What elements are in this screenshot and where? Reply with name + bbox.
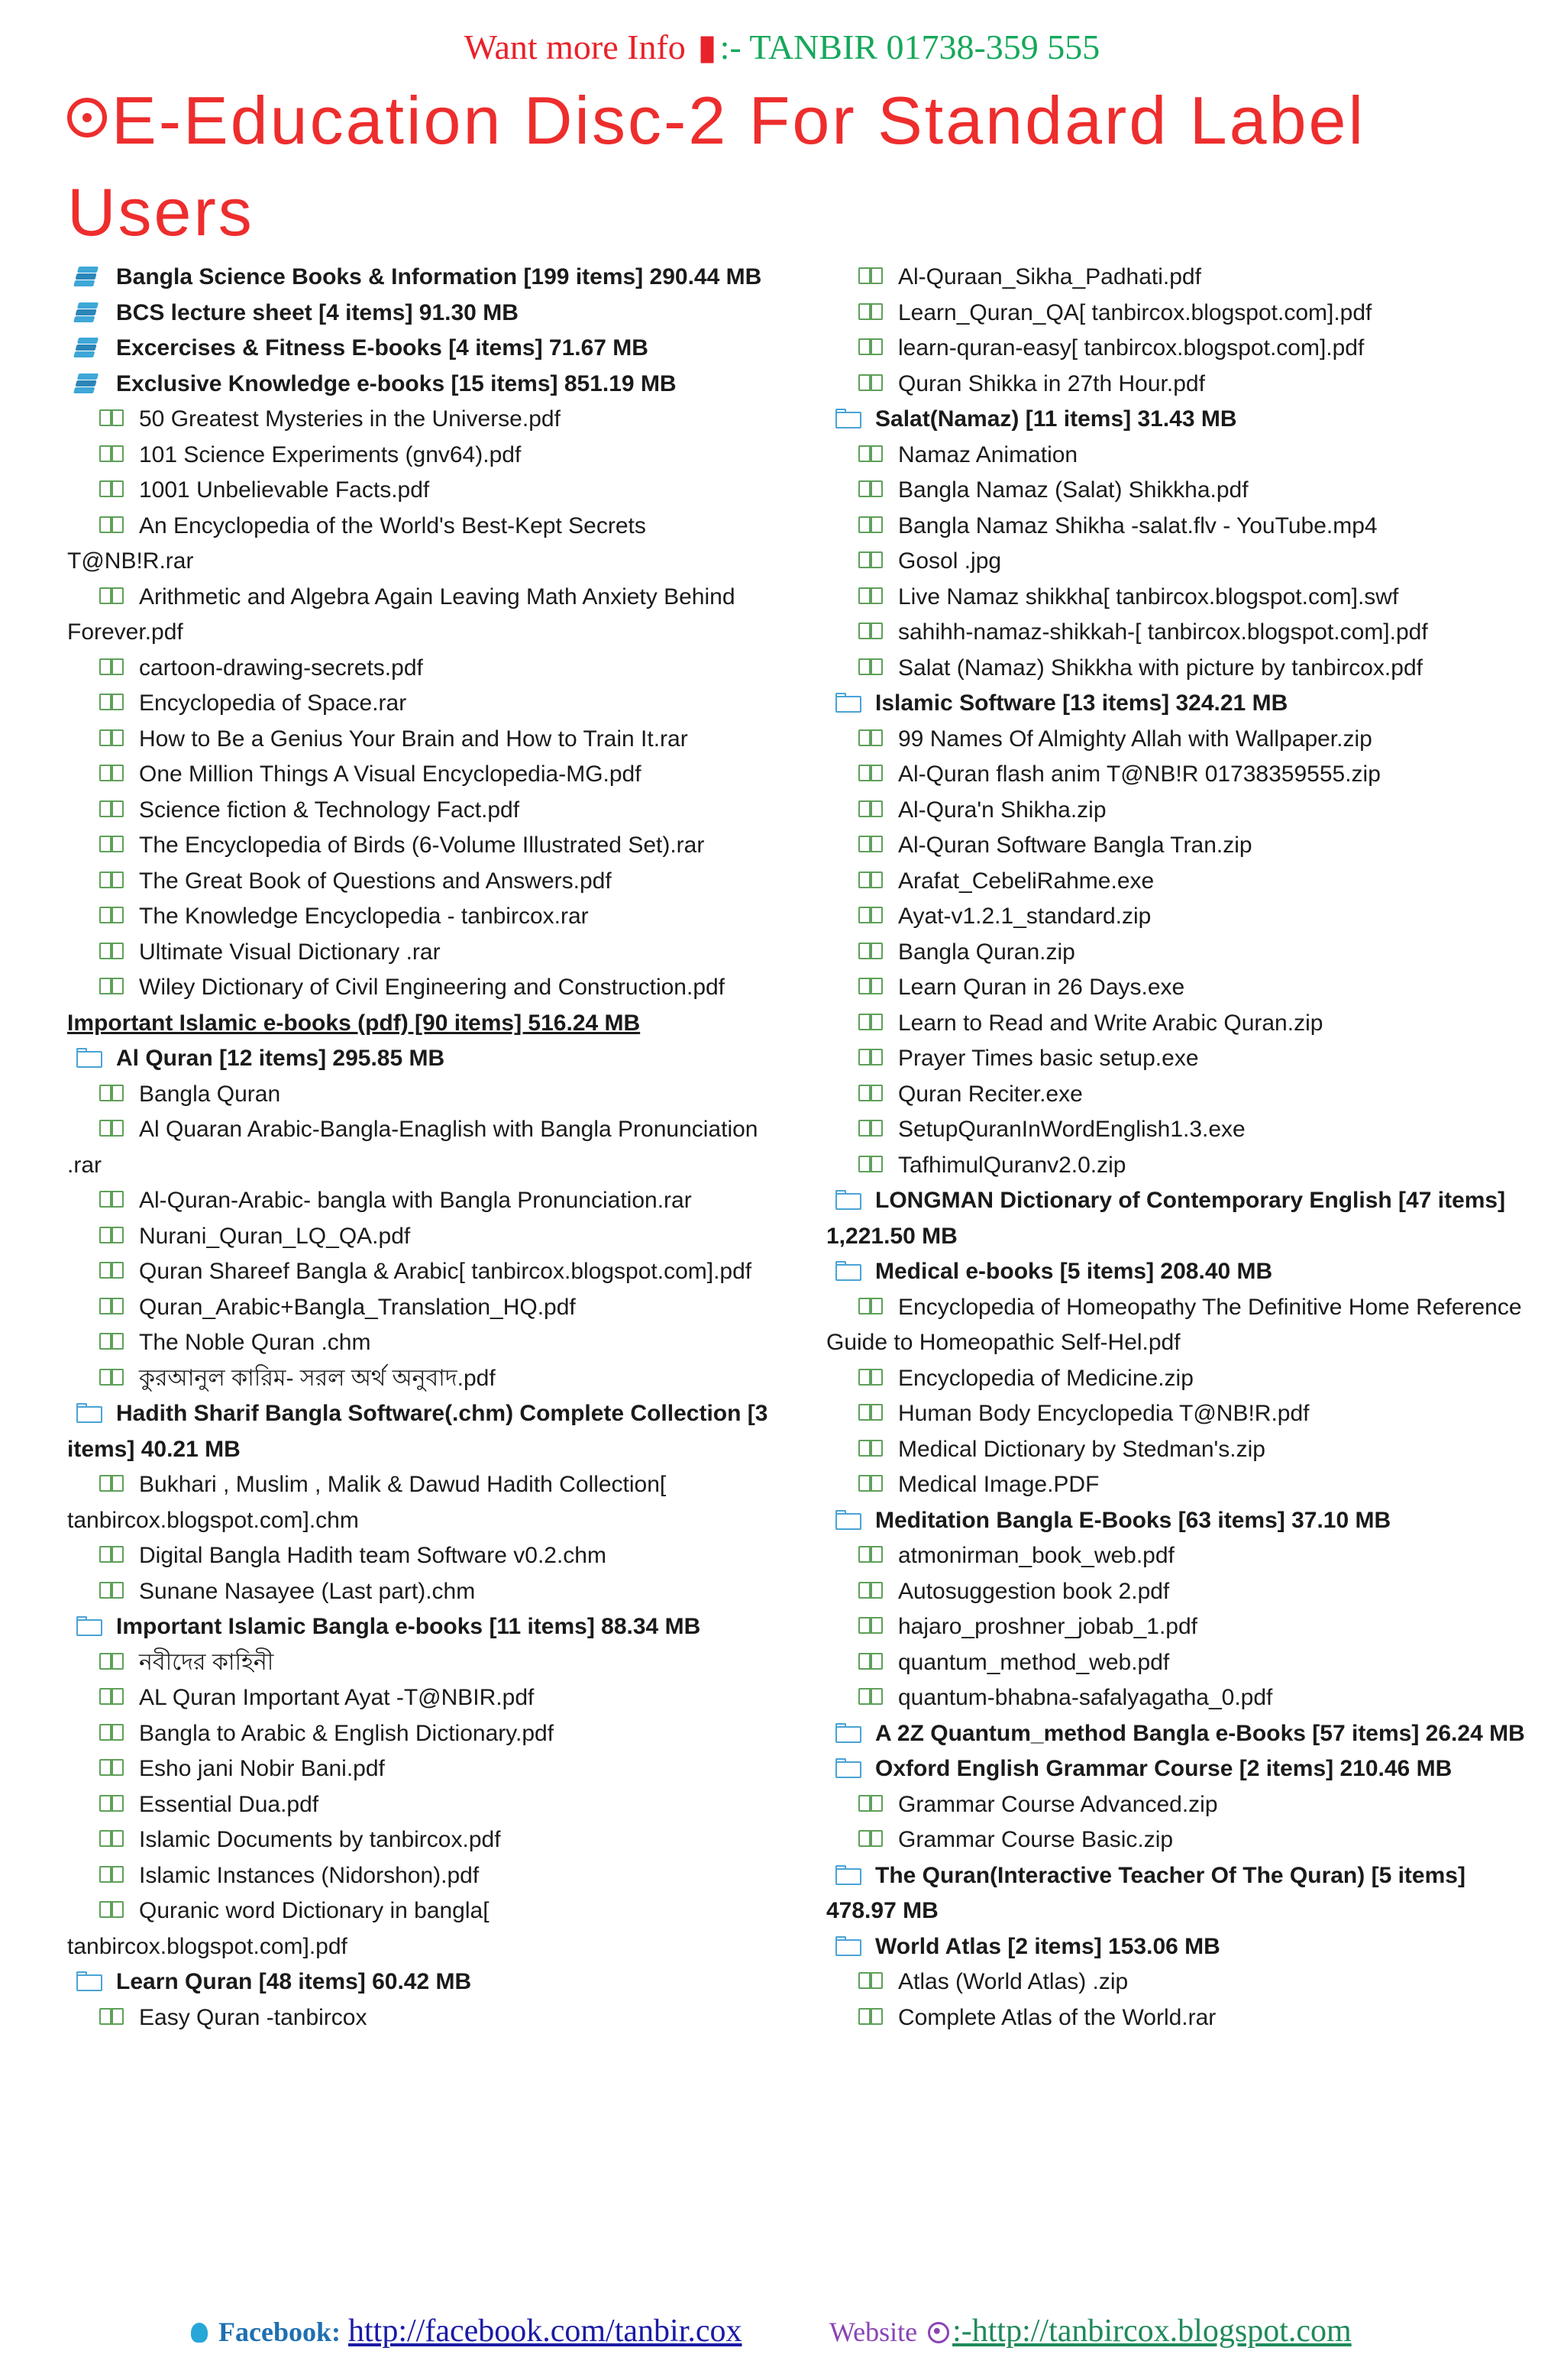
open-book-icon [98, 691, 128, 713]
file-item [67, 1325, 770, 1361]
open-folder-icon [75, 1615, 105, 1636]
file-item [67, 1822, 770, 1858]
item-label: Digital Bangla Hadith team Software v0.2.chm [139, 1543, 606, 1568]
item-label: কুরআনুল কারিম- সরল অর্থ অনুবাদ.pdf [139, 1365, 496, 1391]
facebook-label: Facebook: [218, 2317, 341, 2347]
item-label: Human Body Encyclopedia T@NB!R.pdf [898, 1401, 1310, 1426]
open-book-icon [98, 798, 128, 820]
item-label: 50 Greatest Mysteries in the Universe.pdf [139, 406, 561, 432]
file-item [826, 1290, 1529, 1361]
folder-item [826, 1751, 1529, 1787]
file-item [826, 1361, 1529, 1397]
item-label: Arithmetic and Algebra Again Leaving Math Anxiety Behind Forever.pdf [67, 584, 735, 645]
open-book-icon [98, 1082, 128, 1104]
book-stack-icon [75, 265, 105, 286]
item-label: Quranic word Dictionary in bangla[ tanbircox.blogspot.com].pdf [67, 1898, 490, 1959]
open-folder-icon [834, 1188, 864, 1210]
file-item [67, 686, 770, 722]
folder-item [67, 1964, 770, 2000]
file-item [67, 757, 770, 793]
open-book-icon [857, 1828, 887, 1849]
file-item [67, 722, 770, 758]
item-label: How to Be a Genius Your Brain and How to Train It.rar [139, 726, 688, 752]
file-item [826, 473, 1529, 509]
folder-item [67, 1609, 770, 1645]
item-label: 99 Names Of Almighty Allah with Wallpaper.zip [898, 726, 1372, 752]
folder-item [826, 1858, 1529, 1929]
item-label: Bangla Quran [139, 1081, 281, 1107]
item-label: Hadith Sharif Bangla Software(.chm) Complete Collection [3 items] 40.21 MB [67, 1401, 768, 1462]
file-item [826, 615, 1529, 651]
open-book-icon [857, 478, 887, 500]
file-item [826, 1609, 1529, 1645]
item-label: Gosol .jpg [898, 548, 1002, 574]
file-item [67, 1361, 770, 1397]
file-item [826, 757, 1529, 793]
file-item [67, 1574, 770, 1610]
file-item [826, 1574, 1529, 1610]
open-folder-icon [834, 1864, 864, 1885]
folder-item [67, 1041, 770, 1077]
open-book-icon [98, 975, 128, 997]
mobile-phone-icon: ▮ [697, 27, 717, 66]
file-item [826, 438, 1529, 474]
website-label: Website [829, 2317, 918, 2347]
globe-icon [928, 2322, 949, 2343]
open-book-icon [98, 407, 128, 428]
file-item [826, 1822, 1529, 1858]
open-book-icon [857, 1615, 887, 1636]
file-item [826, 935, 1529, 971]
item-label: BCS lecture sheet [4 items] 91.30 MB [116, 299, 519, 325]
open-book-icon [857, 1437, 887, 1459]
item-label: Learn_Quran_QA[ tanbircox.blogspot.com].pdf [898, 299, 1372, 325]
item-label: quantum-bhabna-safalyagatha_0.pdf [898, 1685, 1273, 1710]
book-stack-icon [75, 336, 105, 357]
open-book-icon [857, 372, 887, 393]
item-label: A 2Z Quantum_method Bangla e-Books [57 items] 26.24 MB [875, 1720, 1525, 1746]
item-label: The Noble Quran .chm [139, 1330, 371, 1355]
open-book-icon [98, 514, 128, 535]
open-book-icon [857, 1046, 887, 1068]
item-label: sahihh-namaz-shikkah-[ tanbircox.blogspot.com].pdf [898, 619, 1428, 645]
file-item [67, 1183, 770, 1219]
file-item [67, 651, 770, 687]
open-book-icon [857, 940, 887, 962]
file-item [67, 864, 770, 900]
item-label: নবীদের কাহিনী [139, 1649, 274, 1675]
open-book-icon [857, 833, 887, 855]
item-label: Arafat_CebeliRahme.exe [898, 868, 1155, 894]
open-folder-icon [834, 1757, 864, 1778]
website-contact [829, 2313, 1352, 2349]
file-item [67, 1680, 770, 1716]
open-book-icon [857, 2006, 887, 2027]
file-item [67, 1893, 770, 1964]
folder-item [826, 1716, 1529, 1752]
open-folder-icon [75, 1046, 105, 1068]
open-folder-icon [75, 1970, 105, 1991]
open-book-icon [98, 1864, 128, 1885]
item-label: Quran_Arabic+Bangla_Translation_HQ.pdf [139, 1294, 576, 1320]
open-book-icon [98, 2006, 128, 2027]
item-label: Sunane Nasayee (Last part).chm [139, 1578, 476, 1604]
file-item [826, 1396, 1529, 1432]
folder-item [67, 331, 770, 367]
open-book-icon [98, 940, 128, 962]
right-column-list [826, 260, 1529, 2036]
item-label: Prayer Times basic setup.exe [898, 1046, 1199, 1071]
file-item [826, 1077, 1529, 1113]
file-item [67, 1716, 770, 1752]
open-book-icon [98, 443, 128, 464]
open-folder-icon [834, 1509, 864, 1530]
file-item [826, 260, 1529, 296]
file-item [67, 1112, 770, 1183]
open-folder-icon [834, 407, 864, 428]
open-book-icon [98, 1224, 128, 1246]
open-book-icon [98, 762, 128, 784]
lightbulb-icon [191, 2323, 208, 2343]
item-label: Bangla Quran.zip [898, 939, 1075, 965]
open-book-icon [98, 1473, 128, 1494]
folder-item [67, 260, 770, 296]
item-label: Quran Shareef Bangla & Arabic[ tanbircox.blogspot.com].pdf [139, 1259, 752, 1284]
open-book-icon [98, 1580, 128, 1601]
banner-prefix: Want more Info [464, 27, 686, 66]
item-label: Important Islamic e-books (pdf) [90 items] 516.24 MB [67, 1010, 641, 1036]
file-item [826, 1645, 1529, 1681]
open-book-icon [857, 1117, 887, 1139]
open-book-icon [857, 727, 887, 749]
open-book-icon [98, 1544, 128, 1565]
facebook-link[interactable]: http://facebook.com/tanbir.cox [347, 2314, 742, 2349]
item-label: The Encyclopedia of Birds (6-Volume Illustrated Set).rar [139, 833, 705, 858]
open-book-icon [98, 1260, 128, 1281]
open-book-icon [98, 1828, 128, 1849]
book-stack-icon [75, 301, 105, 322]
item-label: One Million Things A Visual Encyclopedia-MG.pdf [139, 762, 641, 787]
open-book-icon [857, 1366, 887, 1388]
item-label: Bangla to Arabic & English Dictionary.pdf [139, 1720, 554, 1746]
file-item [67, 473, 770, 509]
item-label: Islamic Instances (Nidorshon).pdf [139, 1862, 480, 1888]
file-item [826, 1112, 1529, 1148]
item-label: Salat (Namaz) Shikkha with picture by tanbircox.pdf [898, 655, 1423, 681]
file-item [826, 1787, 1529, 1823]
book-stack-icon [75, 372, 105, 393]
item-label: Al Quaran Arabic-Bangla-Enaglish with Bangla Pronunciation .rar [67, 1117, 758, 1178]
file-item [67, 2000, 770, 2036]
open-book-icon [857, 514, 887, 535]
open-book-icon [98, 1331, 128, 1352]
open-folder-icon [834, 1260, 864, 1281]
open-book-icon [98, 869, 128, 891]
file-item [826, 580, 1529, 616]
disc-icon [67, 98, 107, 137]
open-book-icon [857, 869, 887, 891]
open-book-icon [857, 443, 887, 464]
folder-item [67, 296, 770, 331]
file-item [826, 722, 1529, 758]
open-book-icon [857, 1082, 887, 1104]
item-label: Ayat-v1.2.1_standard.zip [898, 904, 1152, 929]
item-label: Medical e-books [5 items] 208.40 MB [875, 1259, 1273, 1284]
open-book-icon [857, 656, 887, 677]
item-label: Bangla Namaz Shikha -salat.flv - YouTube.mp4 [898, 513, 1378, 538]
file-item [826, 970, 1529, 1006]
item-label: Encyclopedia of Medicine.zip [898, 1365, 1194, 1391]
file-item [67, 935, 770, 971]
item-label: TafhimulQuranv2.0.zip [898, 1152, 1126, 1178]
open-book-icon [98, 904, 128, 926]
file-item [826, 296, 1529, 331]
facebook-contact [191, 2313, 742, 2349]
file-item [826, 899, 1529, 935]
item-label: The Knowledge Encyclopedia - tanbircox.rar [139, 904, 589, 929]
open-book-icon [857, 762, 887, 784]
item-label: Salat(Namaz) [11 items] 31.43 MB [875, 406, 1237, 432]
item-label: Encyclopedia of Homeopathy The Definitive Home Reference Guide to Homeopathic Self-Hel.pdf [826, 1294, 1522, 1355]
open-book-icon [857, 549, 887, 571]
item-label: Ultimate Visual Dictionary .rar [139, 939, 441, 965]
file-item [826, 1680, 1529, 1716]
file-item [67, 1290, 770, 1326]
item-label: Complete Atlas of the World.rar [898, 2004, 1217, 2030]
open-book-icon [98, 478, 128, 500]
item-label: Easy Quran -tanbircox [139, 2004, 367, 2030]
file-item [67, 1751, 770, 1787]
contact-banner [0, 26, 1564, 67]
open-book-icon [857, 975, 887, 997]
folder-item [826, 1503, 1529, 1539]
item-label: Essential Dua.pdf [139, 1791, 319, 1817]
open-book-icon [98, 1899, 128, 1920]
open-folder-icon [834, 691, 864, 713]
item-label: Meditation Bangla E-Books [63 items] 37.10 MB [875, 1507, 1391, 1533]
item-label: An Encyclopedia of the World's Best-Kept Secrets T@NB!R.rar [67, 513, 646, 574]
item-label: Namaz Animation [898, 441, 1078, 467]
section-heading [67, 1006, 770, 1042]
item-label: atmonirman_book_web.pdf [898, 1543, 1175, 1568]
file-item [67, 1858, 770, 1894]
open-book-icon [857, 1651, 887, 1672]
item-label: Live Namaz shikkha[ tanbircox.blogspot.com].swf [898, 584, 1399, 610]
file-item [826, 1006, 1529, 1042]
item-label: AL Quran Important Ayat -T@NBIR.pdf [139, 1685, 535, 1710]
file-item [67, 438, 770, 474]
item-label: Oxford English Grammar Course [2 items] 210.46 MB [875, 1756, 1453, 1781]
item-label: Al-Quran Software Bangla Tran.zip [898, 833, 1252, 858]
folder-item [826, 686, 1529, 722]
open-book-icon [857, 904, 887, 926]
item-label: cartoon-drawing-secrets.pdf [139, 655, 423, 681]
open-book-icon [857, 585, 887, 606]
file-item [67, 580, 770, 651]
item-label: learn-quran-easy[ tanbircox.blogspot.com].pdf [898, 335, 1365, 361]
item-label: Al Quran [12 items] 295.85 MB [116, 1046, 445, 1071]
item-label: Encyclopedia of Space.rar [139, 690, 407, 716]
open-book-icon [857, 1473, 887, 1494]
open-book-icon [98, 1188, 128, 1210]
open-book-icon [857, 1580, 887, 1601]
open-folder-icon [834, 1722, 864, 1743]
open-book-icon [857, 1970, 887, 1991]
item-label: quantum_method_web.pdf [898, 1649, 1170, 1675]
item-label: Quran Shikka in 27th Hour.pdf [898, 370, 1205, 396]
open-book-icon [98, 1295, 128, 1317]
file-item [67, 899, 770, 935]
item-label: Al-Quraan_Sikha_Padhati.pdf [898, 264, 1201, 289]
open-book-icon [857, 1544, 887, 1565]
file-item [826, 1041, 1529, 1077]
file-item [826, 1148, 1529, 1184]
open-book-icon [857, 1295, 887, 1317]
file-item [67, 1077, 770, 1113]
item-label: Grammar Course Basic.zip [898, 1827, 1174, 1852]
open-book-icon [857, 265, 887, 286]
file-item [67, 828, 770, 864]
file-item [826, 2000, 1529, 2036]
open-book-icon [857, 1402, 887, 1423]
item-label: 1001 Unbelievable Facts.pdf [139, 477, 430, 503]
open-folder-icon [75, 1402, 105, 1423]
open-book-icon [857, 1793, 887, 1814]
open-book-icon [98, 1117, 128, 1139]
folder-item [67, 367, 770, 403]
open-book-icon [857, 798, 887, 820]
open-book-icon [98, 1722, 128, 1743]
item-label: World Atlas [2 items] 153.06 MB [875, 1933, 1220, 1959]
item-label: The Great Book of Questions and Answers.pdf [139, 868, 612, 894]
item-label: Learn to Read and Write Arabic Quran.zip [898, 1010, 1323, 1036]
item-label: Excercises & Fitness E-books [4 items] 71.67 MB [116, 335, 648, 361]
item-label: Bukhari , Muslim , Malik & Dawud Hadith Collection[ tanbircox.blogspot.com].chm [67, 1472, 667, 1533]
open-book-icon [857, 1011, 887, 1033]
open-book-icon [98, 1686, 128, 1707]
open-folder-icon [834, 1935, 864, 1956]
file-item [826, 828, 1529, 864]
file-item [67, 402, 770, 438]
file-item [67, 1787, 770, 1823]
open-book-icon [98, 727, 128, 749]
item-label: Bangla Science Books & Information [199 items] 290.44 MB [116, 264, 762, 289]
open-book-icon [98, 585, 128, 606]
file-item [67, 1467, 770, 1538]
item-label: Islamic Software [13 items] 324.21 MB [875, 690, 1288, 716]
page-title-text: E-Education Disc-2 For Standard Label Users [67, 82, 1366, 250]
website-link[interactable]: :-http://tanbircox.blogspot.com [952, 2314, 1352, 2349]
item-label: Esho jani Nobir Bani.pdf [139, 1756, 385, 1781]
file-item [67, 970, 770, 1006]
file-item [826, 367, 1529, 403]
item-label: Exclusive Knowledge e-books [15 items] 851.19 MB [116, 370, 677, 396]
open-book-icon [857, 336, 887, 357]
file-item [67, 509, 770, 580]
item-label: The Quran(Interactive Teacher Of The Quran) [5 items] 478.97 MB [826, 1862, 1465, 1923]
folder-item [826, 1254, 1529, 1290]
open-book-icon [857, 1153, 887, 1175]
file-item [67, 793, 770, 829]
page-title [67, 75, 1503, 258]
item-label: 101 Science Experiments (gnv64).pdf [139, 441, 522, 467]
file-item [826, 1467, 1529, 1503]
open-book-icon [98, 833, 128, 855]
file-item [826, 1538, 1529, 1574]
item-label: Medical Image.PDF [898, 1472, 1100, 1497]
item-label: Learn Quran in 26 Days.exe [898, 975, 1185, 1000]
open-book-icon [857, 620, 887, 642]
file-item [826, 509, 1529, 545]
file-item [826, 1432, 1529, 1468]
file-item [826, 651, 1529, 687]
item-label: Nurani_Quran_LQ_QA.pdf [139, 1223, 411, 1249]
open-book-icon [857, 301, 887, 322]
item-label: Bangla Namaz (Salat) Shikkha.pdf [898, 477, 1249, 503]
item-label: Important Islamic Bangla e-books [11 items] 88.34 MB [116, 1614, 701, 1639]
open-book-icon [98, 1793, 128, 1814]
item-label: Al-Quran flash anim T@NB!R 01738359555.zip [898, 762, 1381, 787]
file-item [67, 1254, 770, 1290]
item-label: Grammar Course Advanced.zip [898, 1791, 1218, 1817]
folder-item [826, 1183, 1529, 1254]
open-book-icon [98, 1651, 128, 1672]
banner-contact: :- TANBIR 01738-359 555 [719, 27, 1100, 66]
item-label: LONGMAN Dictionary of Contemporary English [47 items] 1,221.50 MB [826, 1188, 1506, 1249]
file-item [67, 1219, 770, 1255]
left-column-list [67, 260, 770, 2036]
open-book-icon [98, 1757, 128, 1778]
open-book-icon [98, 656, 128, 677]
item-label: Autosuggestion book 2.pdf [898, 1578, 1170, 1604]
item-label: Learn Quran [48 items] 60.42 MB [116, 1969, 472, 1994]
item-label: Science fiction & Technology Fact.pdf [139, 797, 520, 823]
open-book-icon [857, 1686, 887, 1707]
item-label: Quran Reciter.exe [898, 1081, 1083, 1107]
item-label: SetupQuranInWordEnglish1.3.exe [898, 1117, 1246, 1142]
file-item [826, 1964, 1529, 2000]
file-item [67, 1538, 770, 1574]
item-label: Al-Quran-Arabic- bangla with Bangla Pronunciation.rar [139, 1188, 692, 1213]
item-label: Medical Dictionary by Stedman's.zip [898, 1436, 1265, 1462]
file-item [826, 544, 1529, 580]
folder-item [826, 402, 1529, 438]
folder-item [826, 1929, 1529, 1965]
open-book-icon [98, 1366, 128, 1388]
item-label: Wiley Dictionary of Civil Engineering and Construction.pdf [139, 975, 725, 1000]
item-label: Islamic Documents by tanbircox.pdf [139, 1827, 501, 1852]
folder-item [67, 1396, 770, 1467]
item-label: Atlas (World Atlas) .zip [898, 1969, 1129, 1994]
file-item [826, 864, 1529, 900]
item-label: hajaro_proshner_jobab_1.pdf [898, 1614, 1197, 1639]
file-item [826, 793, 1529, 829]
file-item [67, 1645, 770, 1681]
item-label: Al-Qura'n Shikha.zip [898, 797, 1107, 823]
file-item [826, 331, 1529, 367]
